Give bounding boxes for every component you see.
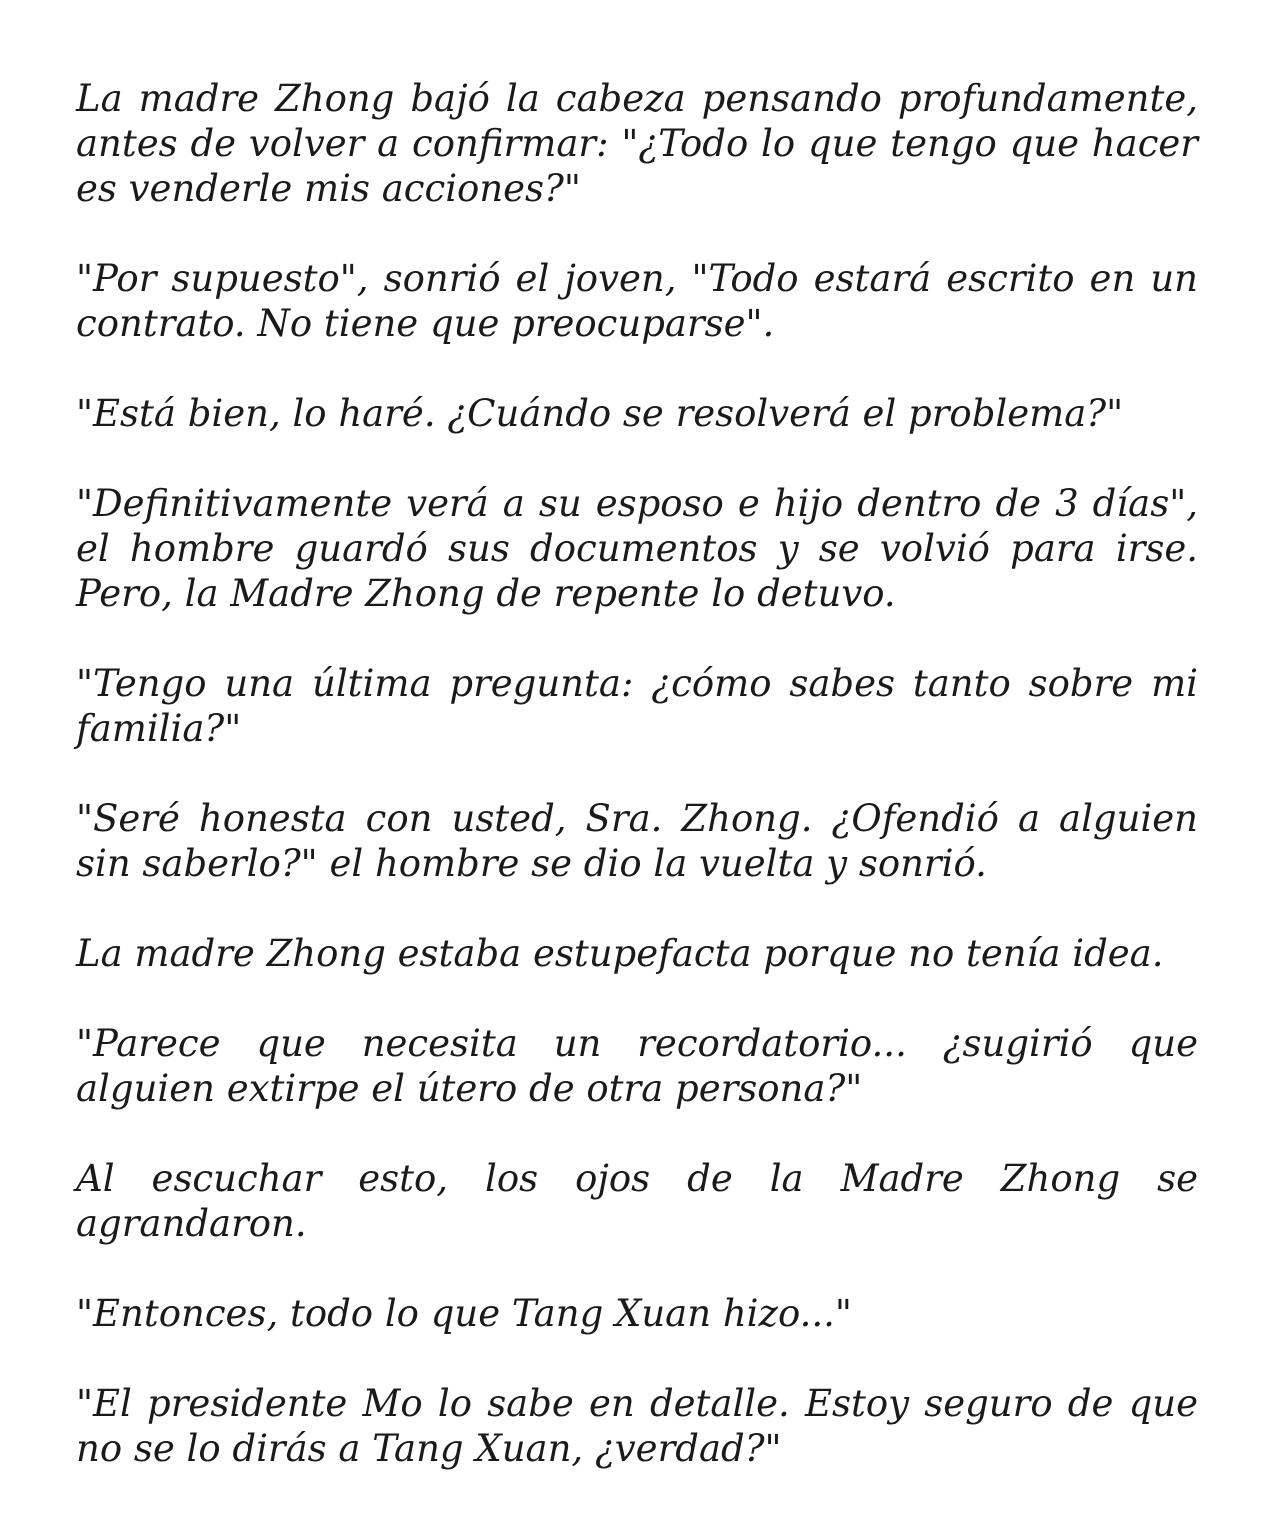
paragraph: "Seré honesta con usted, Sra. Zhong. ¿Ofendió a alguien sin saberlo?" el hombre se dio la vuelta y sonrió. [76, 797, 1198, 885]
paragraph: "Definitivamente verá a su esposo e hijo dentro de 3 días", el hombre guardó sus documentos y se volvió para irse. Pero, la Madre Zhong de repente lo detuvo. [76, 482, 1198, 615]
paragraph: La madre Zhong bajó la cabeza pensando profundamente, antes de volver a confirmar: "¿Todo lo que tengo que hacer es venderle mis acciones?" [76, 77, 1198, 210]
paragraph: "Está bien, lo haré. ¿Cuándo se resolverá el problema?" [76, 392, 1124, 435]
paragraph: "Parece que necesita un recordatorio... ¿sugirió que alguien extirpe el útero de otra persona?" [76, 1022, 1198, 1110]
paragraph: "Por supuesto", sonrió el joven, "Todo estará escrito en un contrato. No tiene que preocuparse". [76, 257, 1198, 345]
paragraph: "Entonces, todo lo que Tang Xuan hizo..." [76, 1292, 852, 1335]
document-body [76, 76, 1198, 1471]
paragraph: Al escuchar esto, los ojos de la Madre Zhong se agrandaron. [76, 1157, 1198, 1245]
paragraph: "Tengo una última pregunta: ¿cómo sabes tanto sobre mi familia?" [76, 662, 1198, 750]
paragraph: "El presidente Mo lo sabe en detalle. Estoy seguro de que no se lo dirás a Tang Xuan, ¿verdad?" [76, 1382, 1198, 1470]
paragraph: La madre Zhong estaba estupefacta porque no tenía idea. [76, 932, 1164, 975]
